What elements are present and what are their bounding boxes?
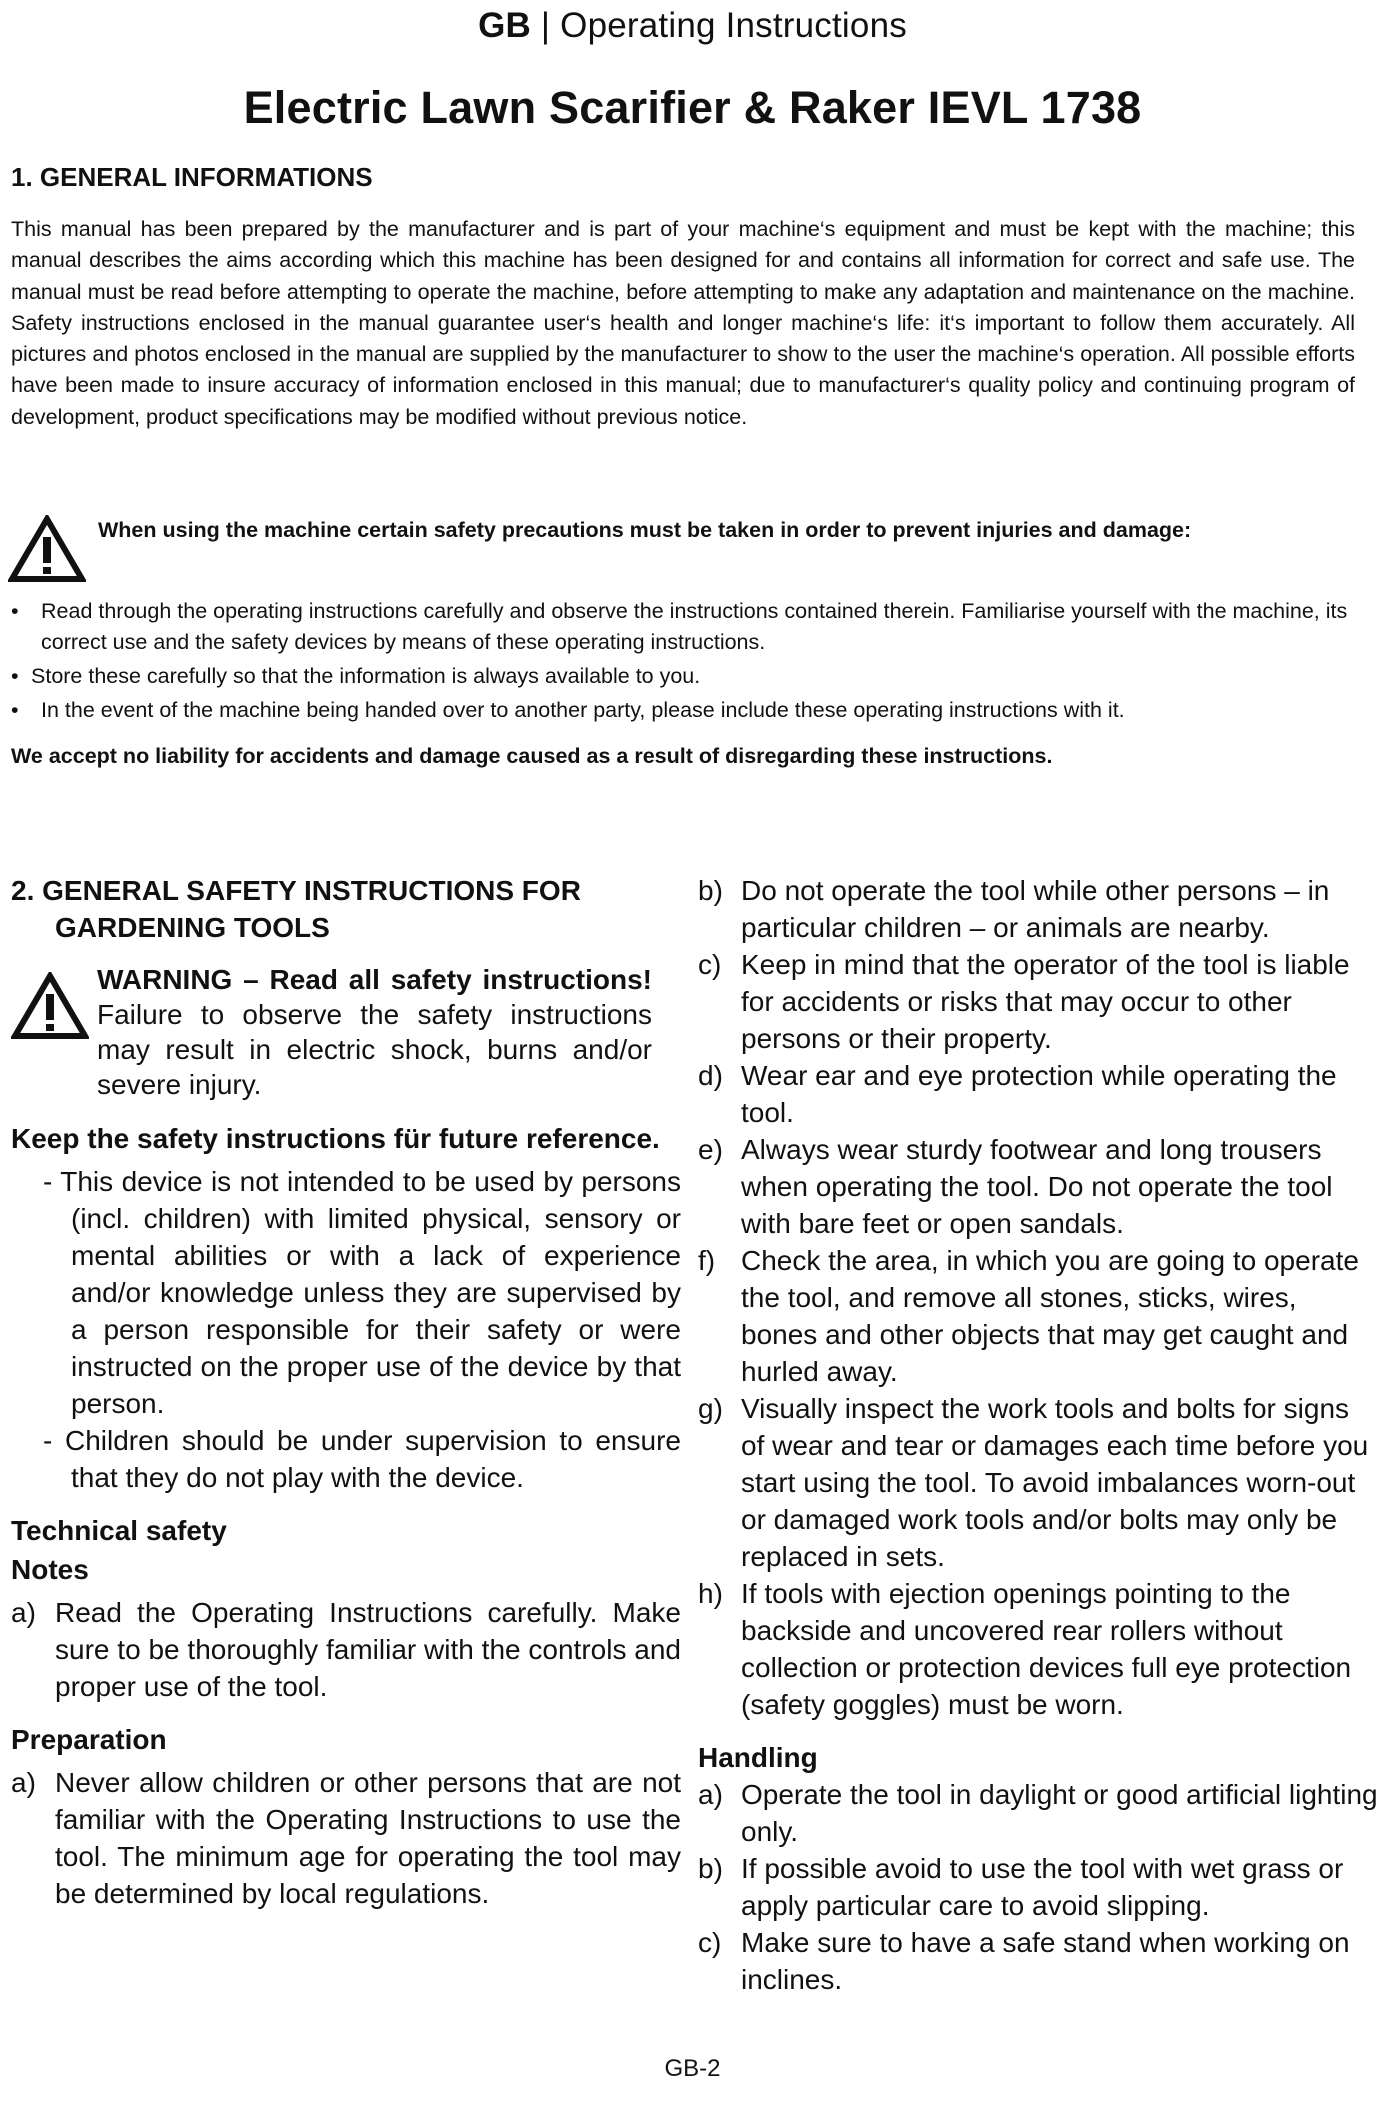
item-text: Always wear sturdy footwear and long trousers when operating the tool. Do not operate the tool with bare feet or open sandals. bbox=[741, 1134, 1333, 1239]
item-letter: b) bbox=[698, 875, 723, 906]
item-text: Check the area, in which you are going to operate the tool, and remove all stones, sticks, wires, bones and other objects that may get caught and hurled away. bbox=[741, 1245, 1359, 1387]
item-letter: b) bbox=[698, 1853, 723, 1884]
preparation-item bbox=[698, 946, 1378, 1057]
safety-warning-text: When using the machine certain safety precautions must be taken in order to prevent injuries and damage: bbox=[98, 518, 1192, 542]
warning-text-block bbox=[97, 962, 652, 1102]
section2-left-column bbox=[11, 872, 681, 1912]
handling-item bbox=[698, 1850, 1378, 1924]
lang-code: GB bbox=[478, 6, 531, 45]
item-letter: c) bbox=[698, 1927, 722, 1958]
item-text: If tools with ejection openings pointing to the backside and uncovered rear rollers without collection or protection devices full eye protection (safety goggles) must be worn. bbox=[741, 1578, 1352, 1720]
bullet-item: • Read through the operating instructions carefully and observe the instructions contained therein. Familiarise yourself with the machine, its correct use and the safety devices by means of these operating instructions. bbox=[11, 596, 1356, 658]
handling-item bbox=[698, 1924, 1378, 1998]
section2-heading: 2. GENERAL SAFETY INSTRUCTIONS FOR GARDENING TOOLS bbox=[11, 875, 581, 943]
preparation-item bbox=[698, 1057, 1378, 1131]
warning-triangle-icon bbox=[11, 972, 89, 1040]
item-letter: h) bbox=[698, 1578, 723, 1609]
item-letter: c) bbox=[698, 949, 722, 980]
technical-safety-heading: Technical safety bbox=[11, 1515, 227, 1546]
document-title: Electric Lawn Scarifier & Raker IEVL 1738 bbox=[243, 82, 1142, 133]
item-text: Visually inspect the work tools and bolts for signs of wear and tear or damages each time before you start using the tool. To avoid imbalances worn-out or damaged work tools and/or bolts may only be replaced in sets. bbox=[741, 1393, 1369, 1572]
item-text: Never allow children or other persons that are not familiar with the Operating Instructions to use the tool. The minimum age for operating the tool may be determined by local regulations. bbox=[55, 1767, 681, 1909]
preparation-heading: Preparation bbox=[11, 1724, 167, 1755]
preparation-list-left bbox=[11, 1764, 681, 1912]
dash-item: - This device is not intended to be used by persons (incl. children) with limited physical, sensory or mental abilities or with a lack of experience and/or knowledge unless they are supervised by a person responsible for their safety or were instructed on the proper use of the device by that person. bbox=[43, 1166, 681, 1419]
handling-item bbox=[698, 1776, 1378, 1850]
section1-heading: 1. GENERAL INFORMATIONS bbox=[11, 162, 373, 192]
preparation-item bbox=[11, 1764, 681, 1912]
section2-right-column bbox=[698, 872, 1378, 1998]
keep-instructions-note: Keep the safety instructions für future reference. bbox=[11, 1123, 660, 1154]
warning-rest: Failure to observe the safety instructions may result in electric shock, burns and/or severe injury. bbox=[97, 999, 652, 1100]
notes-list bbox=[11, 1594, 681, 1705]
section2-warning bbox=[11, 962, 681, 1112]
warning-triangle-icon bbox=[8, 515, 86, 583]
bullet-item: • In the event of the machine being handed over to another party, please include these operating instructions with it. bbox=[11, 695, 1356, 726]
dash-list bbox=[11, 1163, 681, 1496]
dash-item: - Children should be under supervision to ensure that they do not play with the device. bbox=[43, 1425, 681, 1493]
preparation-item bbox=[698, 1242, 1378, 1390]
item-letter: f) bbox=[698, 1245, 716, 1276]
item-letter: a) bbox=[11, 1597, 36, 1628]
item-letter: g) bbox=[698, 1393, 723, 1424]
preparation-item bbox=[698, 1131, 1378, 1242]
item-text: Read the Operating Instructions carefully. Make sure to be thoroughly familiar with the controls and proper use of the tool. bbox=[55, 1597, 681, 1702]
item-text: If possible avoid to use the tool with wet grass or apply particular care to avoid slipping. bbox=[741, 1853, 1344, 1921]
item-text: Operate the tool in daylight or good artificial lighting only. bbox=[741, 1779, 1378, 1847]
preparation-item bbox=[698, 872, 1378, 946]
bullet-item: • Store these carefully so that the information is always available to you. bbox=[11, 661, 1356, 692]
item-text: Make sure to have a safe stand when working on inclines. bbox=[741, 1927, 1350, 1995]
warning-lead: WARNING – Read all safety instructions! bbox=[97, 964, 652, 995]
notes-item bbox=[11, 1594, 681, 1705]
item-text: Wear ear and eye protection while operating the tool. bbox=[741, 1060, 1337, 1128]
notes-heading: Notes bbox=[11, 1554, 89, 1585]
header-section: Operating Instructions bbox=[560, 6, 907, 45]
item-letter: a) bbox=[11, 1767, 36, 1798]
item-text: Do not operate the tool while other persons – in particular children – or animals are nearby. bbox=[741, 875, 1330, 943]
handling-heading: Handling bbox=[698, 1742, 818, 1773]
page-header bbox=[0, 4, 1385, 48]
item-letter: d) bbox=[698, 1060, 723, 1091]
item-text: Keep in mind that the operator of the tool is liable for accidents or risks that may occur to other persons or their property. bbox=[741, 949, 1350, 1054]
safety-bullet-list bbox=[11, 596, 1356, 729]
item-letter: e) bbox=[698, 1134, 723, 1165]
liability-statement: We accept no liability for accidents and damage caused as a result of disregarding these instructions. bbox=[11, 744, 1053, 768]
section1-intro: This manual has been prepared by the manufacturer and is part of your machine‘s equipment and must be kept with the machine; this manual describes the aims according which this machine has been designed for and contains all information for correct and safe use. The manual must be read before attempting to operate the machine, before attempting to make any adaptation and maintenance on the machine. Safety instructions enclosed in the manual guarantee user‘s health and longer machine‘s life: it‘s important to follow them accurately. All pictures and photos enclosed in the manual are supplied by the manufacturer to show to the user the machine‘s operation. All possible efforts have been made to insure accuracy of information enclosed in this manual; due to manufacturer‘s quality policy and continuing program of development, product specifications may be modified without previous notice. bbox=[11, 217, 1355, 429]
safety-warning bbox=[8, 512, 1358, 582]
header-separator: | bbox=[540, 6, 551, 45]
page-number: GB-2 bbox=[664, 2055, 721, 2082]
item-letter: a) bbox=[698, 1779, 723, 1810]
handling-list bbox=[698, 1776, 1378, 1998]
preparation-list-right bbox=[698, 872, 1378, 1723]
preparation-item bbox=[698, 1390, 1378, 1575]
preparation-item bbox=[698, 1575, 1378, 1723]
